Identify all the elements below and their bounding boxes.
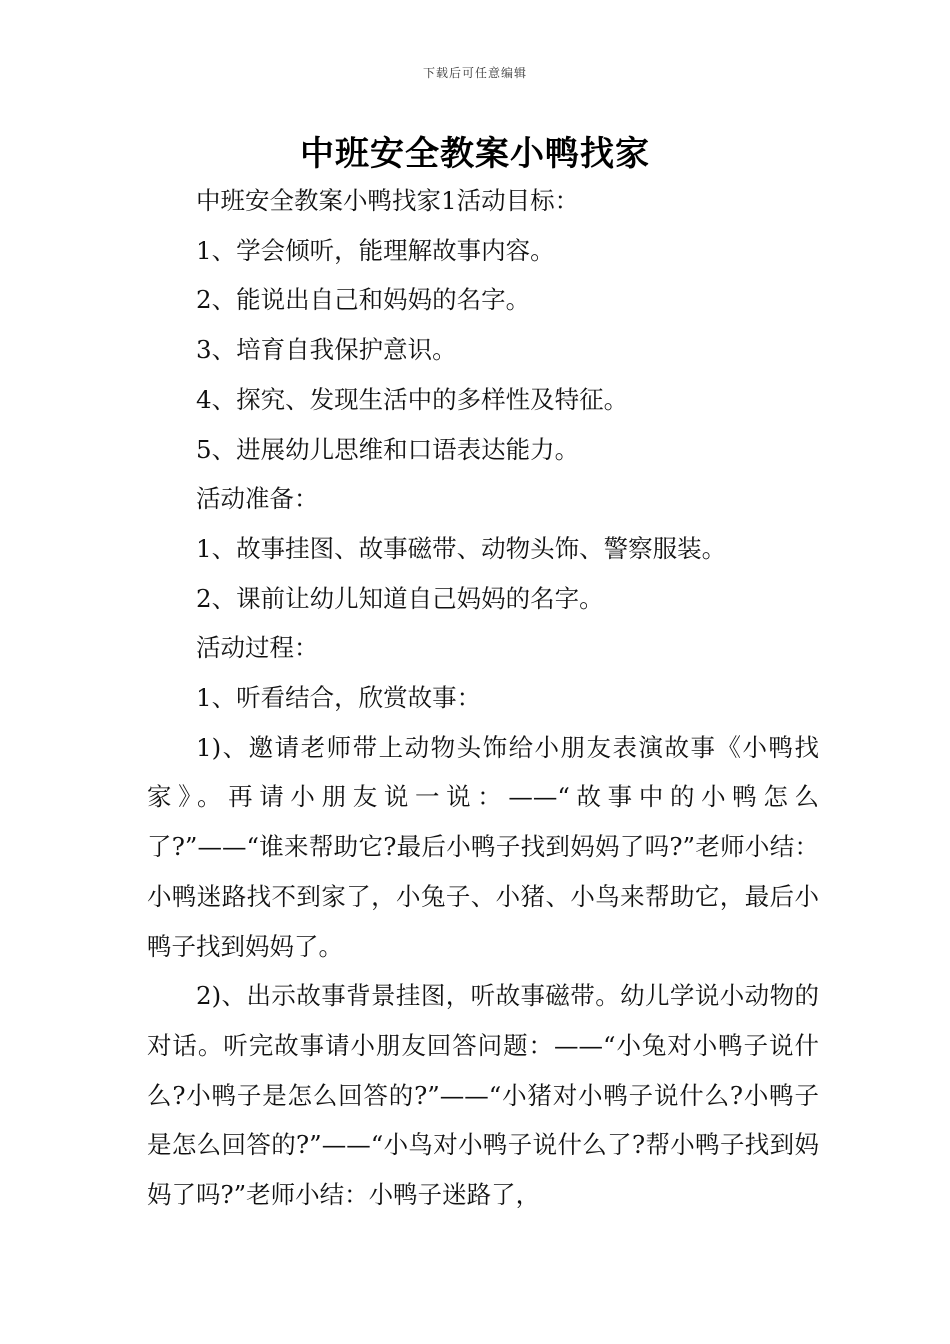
paragraph: 1、故事挂图、故事磁带、动物头饰、警察服装。: [196, 533, 727, 563]
paragraph: 1、听看结合，欣赏故事：: [196, 683, 482, 713]
paragraph: 活动准备：: [196, 484, 319, 514]
paragraph: 2、课前让幼儿知道自己妈妈的名字。: [196, 583, 604, 613]
paragraph: 3、培育自我保护意识。: [196, 335, 457, 365]
header-note: 下载后可任意编辑: [422, 66, 527, 80]
paragraph: 4、探究、发现生活中的多样性及特征。: [196, 384, 629, 414]
paragraph: 1)、邀请老师带上动物头饰给小朋友表演故事《小鸭找家》。再请小朋友说一说：——“故事中的小鸭怎么了?”——“谁来帮助它?最后小鸭子找到妈妈了吗?”老师小结：小鸭迷路找不到家了，小兔子、小猪、小鸟来帮助它，最后小鸭子找到妈妈了。: [147, 732, 819, 961]
document-title: 中班安全教案小鸭找家: [300, 134, 650, 174]
paragraph: 2、能说出自己和妈妈的名字。: [196, 285, 531, 315]
paragraph: 活动过程：: [196, 633, 319, 663]
paragraph: 2)、出示故事背景挂图，听故事磁带。幼儿学说小动物的对话。听完故事请小朋友回答问题：——“小兔对小鸭子说什么?小鸭子是怎么回答的?”——“小猪对小鸭子说什么?小鸭子是怎么回答的?”——“小鸟对小鸭子说什么了?帮小鸭子找到妈妈了吗?”老师小结：小鸭子迷路了，: [147, 981, 819, 1210]
document-body: [147, 176, 819, 1220]
paragraph: 中班安全教案小鸭找家1活动目标：: [196, 186, 580, 215]
paragraph: 1、学会倾听，能理解故事内容。: [196, 235, 555, 265]
paragraph: 5、进展幼儿思维和口语表达能力。: [196, 434, 580, 464]
